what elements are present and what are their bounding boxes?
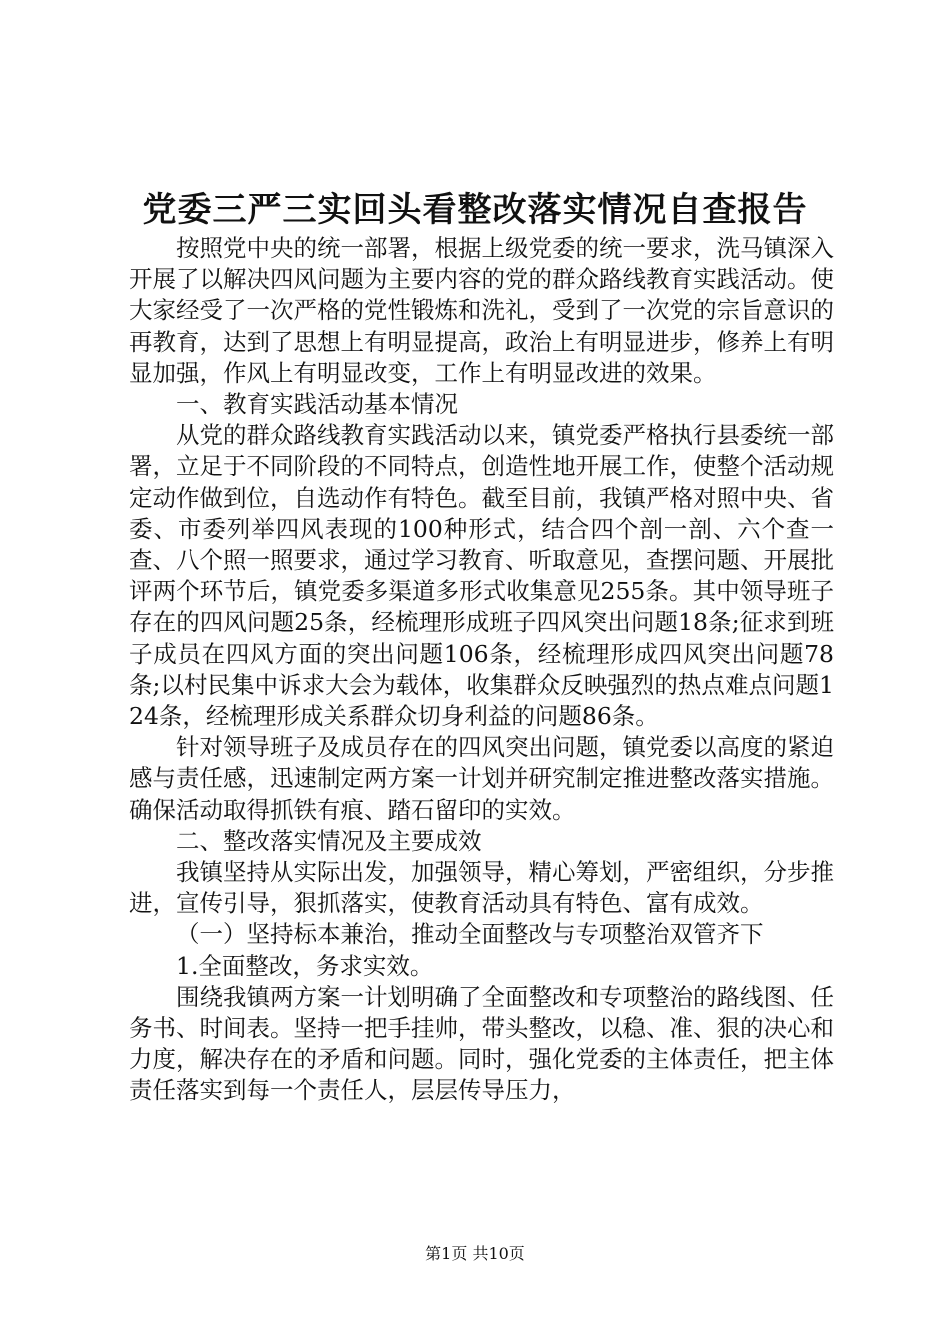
body-paragraph-activity: 从党的群众路线教育实践活动以来，镇党委严格执行县委统一部署，立足于不同阶段的不同特点，创造性地开展工作，使整个活动规定动作做到位，自选动作有特色。截至目前，我镇严格对照中央、省委、市委列举四风表现的100种形式，结合四个剖一剖、六个查一查、八个照一照要求，通过学习教育、听取意见，查摆问题、开展批评两个环节后，镇党委多渠道多形式收集意见255条。其中领导班子存在的四风问题25条，经梳理形成班子四风突出问题18条;征求到班子成员在四风方面的突出问题106条，经梳理形成四风突出问题78条;以村民集中诉求大会为载体，收集群众反映强烈的热点难点问题124条，经梳理形成关系群众切身利益的问题86条。	[129, 421, 834, 731]
section-heading-1: 一、教育实践活动基本情况	[176, 390, 458, 419]
body-paragraph-rectification: 围绕我镇两方案一计划明确了全面整改和专项整治的路线图、任务书、时间表。坚持一把手挂帅，带头整改，以稳、准、狠的决心和力度，解决存在的矛盾和问题。同时，强化党委的主体责任，把主体责任落实到每一个责任人，层层传导压力，	[129, 982, 834, 1105]
subsection-heading-1: （一）坚持标本兼治，推动全面整改与专项整治双管齐下	[176, 920, 764, 949]
document-body	[129, 233, 834, 1107]
section-heading-2: 二、整改落实情况及主要成效	[176, 826, 482, 855]
item-heading-1: 1.全面整改，务求实效。	[176, 951, 434, 980]
intro-paragraph: 按照党中央的统一部署，根据上级党委的统一要求，洗马镇深入开展了以解决四风问题为主要内容的党的群众路线教育实践活动。使大家经受了一次严格的党性锻炼和洗礼，受到了一次党的宗旨意识的再教育，达到了思想上有明显提高，政治上有明显进步，修养上有明显加强，作风上有明显改变，工作上有明显改进的效果。	[129, 234, 834, 387]
body-paragraph-measures: 针对领导班子及成员存在的四风突出问题，镇党委以高度的紧迫感与责任感，迅速制定两方案一计划并研究制定推进整改落实措施。确保活动取得抓铁有痕、踏石留印的实效。	[129, 733, 834, 824]
page-footer: 第1页 共10页	[425, 1244, 525, 1263]
body-paragraph-results: 我镇坚持从实际出发，加强领导，精心筹划，严密组织，分步推进，宣传引导，狠抓落实，使教育活动具有特色、富有成效。	[129, 858, 834, 918]
document-title: 党委三严三实回头看整改落实情况自查报告	[142, 190, 808, 230]
